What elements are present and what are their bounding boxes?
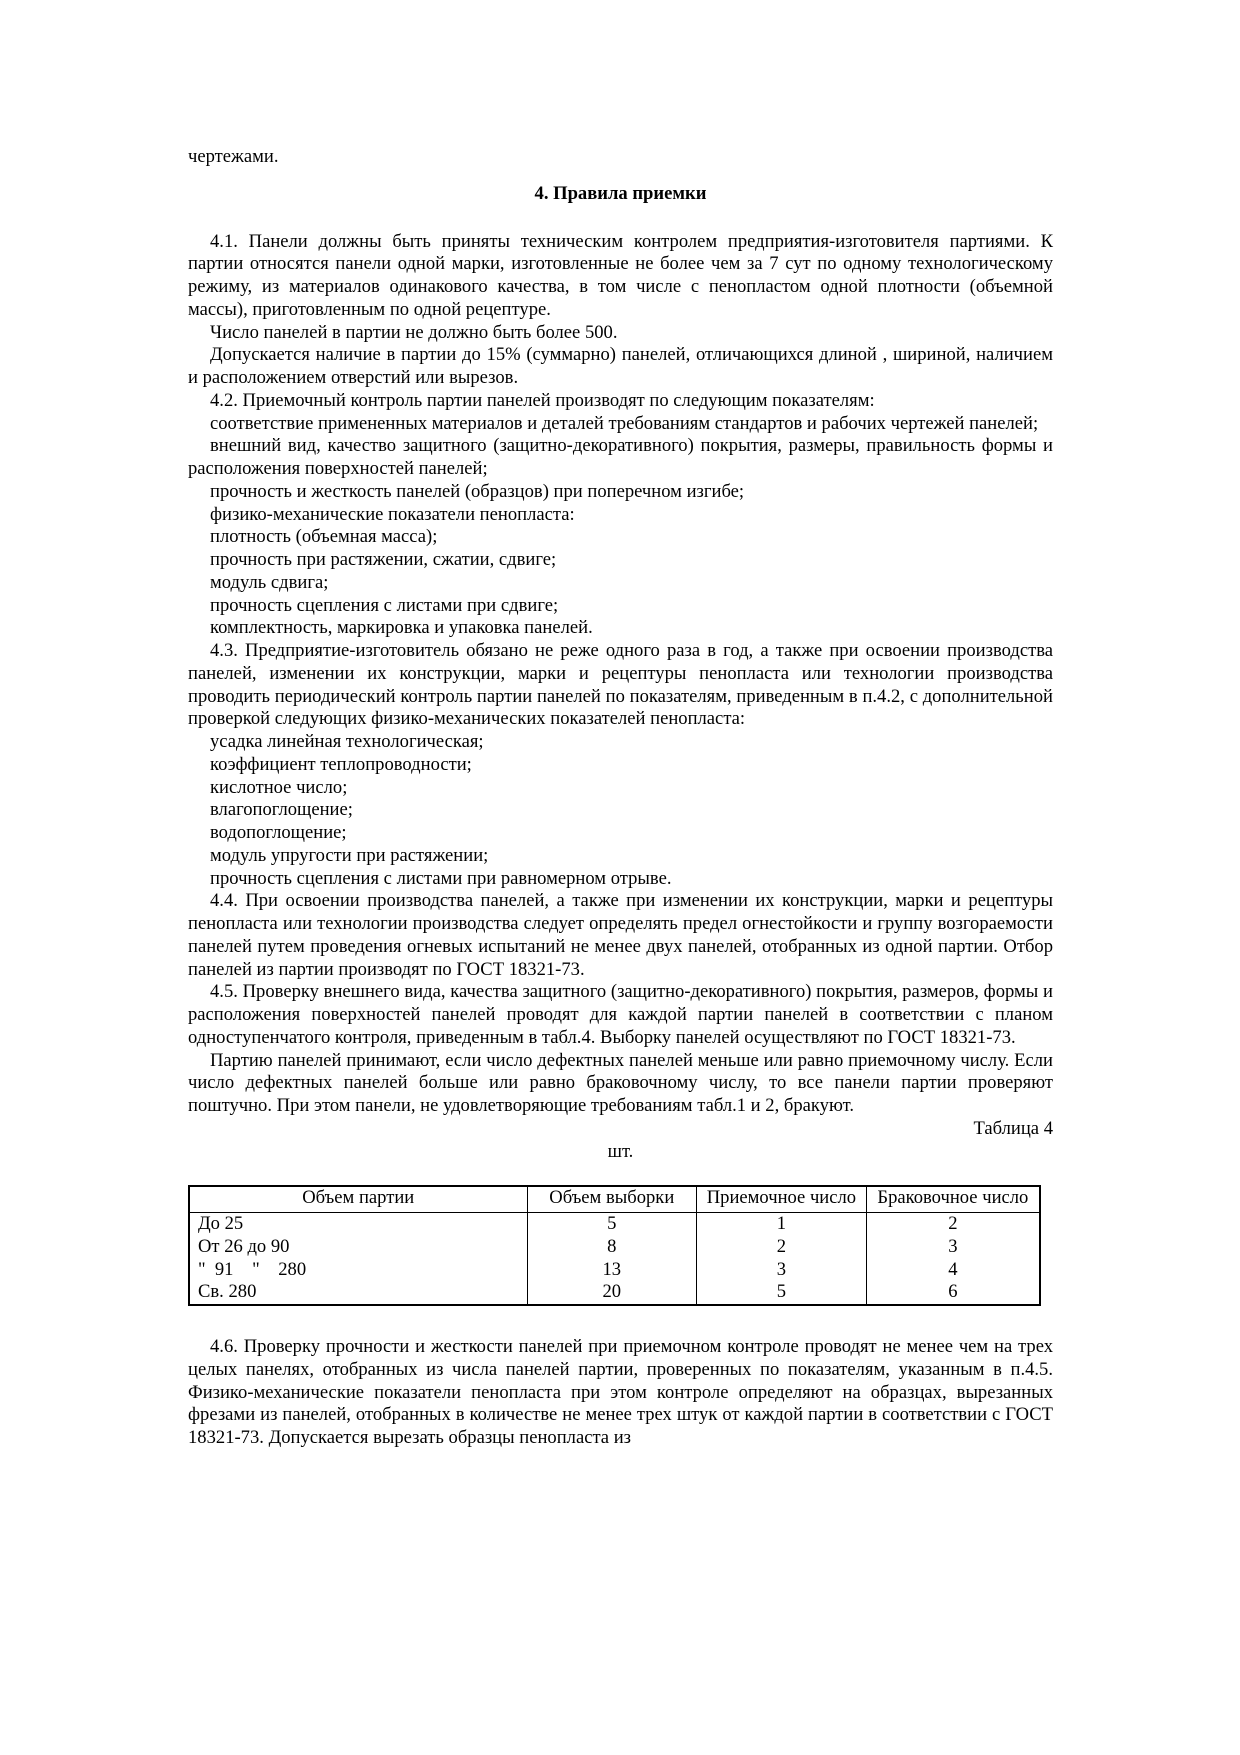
table-row	[189, 1281, 1040, 1305]
paragraph: коэффициент теплопроводности;	[210, 753, 472, 775]
table-cell: 13	[527, 1259, 697, 1282]
paragraph: Партию панелей принимают, если число дефектных панелей меньше или равно приемочному числу. Если число дефектных панелей больше или равно браковочному числу, то все панели партии проверяют поштучно. При этом панели, не удовлетворяющие требованиям табл.1 и 2, бракуют.	[188, 1049, 1053, 1116]
table-cell: " 91 " 280	[189, 1259, 527, 1282]
paragraph: 4.1. Панели должны быть приняты техническим контролем предприятия-изготовителя партиями. К партии относятся панели одной марки, изготовленные не более чем за 7 сут по одному технологическому режиму, из материалов одинакового качества, в том числе с пенопластом одной плотности (объемной массы), приготовленным по одной рецептуре.	[188, 230, 1053, 320]
paragraph: внешний вид, качество защитного (защитно-декоративного) покрытия, размеры, правильность формы и расположения поверхностей панелей;	[188, 435, 1053, 479]
document-page	[188, 146, 1053, 1450]
table-header-row	[189, 1186, 1040, 1212]
section-title: 4. Правила приемки	[534, 182, 707, 204]
table-cell: Св. 280	[189, 1281, 527, 1305]
table-cell: 5	[697, 1281, 867, 1305]
header-acceptance-number: Приемочное число	[697, 1186, 867, 1212]
paragraph: соответствие примененных материалов и деталей требованиям стандартов и рабочих чертежей панелей;	[210, 412, 1039, 434]
table-cell: До 25	[189, 1213, 527, 1236]
paragraph: 4.5. Проверку внешнего вида, качества защитного (защитно-декоративного) покрытия, размеров, формы и расположения поверхностей панелей проводят для каждой партии панелей в соответствии с планом одноступенчатого контроля, приведенным в табл.4. Выборку панелей осуществляют по ГОСТ 18321-73.	[188, 981, 1053, 1048]
paragraph: прочность сцепления с листами при сдвиге;	[210, 594, 559, 616]
table-cell: 8	[527, 1236, 697, 1259]
paragraph: Число панелей в партии не должно быть более 500.	[210, 321, 618, 343]
paragraphs-before-table	[188, 231, 1053, 1118]
intro-fragment: чертежами.	[188, 146, 279, 167]
header-sample-size: Объем выборки	[527, 1186, 697, 1212]
table-cell: 5	[527, 1213, 697, 1236]
paragraph: 4.3. Предприятие-изготовитель обязано не реже одного раза в год, а также при освоении производства панелей, изменении их конструкции, марки и рецептуры пенопласта или технологии производства проводить периодический контроль партии панелей по показателям, приведенным в п.4.2, с дополнительной проверкой следующих физико-механических показателей пенопласта:	[188, 640, 1053, 730]
header-lot-size: Объем партии	[189, 1186, 527, 1212]
table-cell: 6	[866, 1281, 1040, 1305]
paragraph: модуль упругости при растяжении;	[210, 844, 489, 866]
table-cell: 3	[697, 1259, 867, 1282]
paragraph: влагопоглощение;	[210, 799, 353, 821]
table-cell: От 26 до 90	[189, 1236, 527, 1259]
table-cell: 2	[697, 1236, 867, 1259]
paragraph: физико-механические показатели пенопласта:	[210, 503, 575, 525]
paragraph: прочность и жесткость панелей (образцов) при поперечном изгибе;	[210, 480, 745, 502]
header-rejection-number: Браковочное число	[866, 1186, 1040, 1212]
paragraph: модуль сдвига;	[210, 571, 329, 593]
paragraph: усадка линейная технологическая;	[210, 731, 484, 752]
paragraph: комплектность, маркировка и упаковка панелей.	[210, 617, 593, 639]
table-row	[189, 1213, 1040, 1236]
paragraph: прочность при растяжении, сжатии, сдвиге;	[210, 549, 557, 570]
table-row	[189, 1259, 1040, 1282]
table-cell: 4	[866, 1259, 1040, 1282]
paragraph: 4.4. При освоении производства панелей, а также при изменении их конструкции, марки и рецептуры пенопласта или технологии производства следует определять предел огнестойкости и группу возгораемости панелей путем проведения огневых испытаний не менее двух панелей, отобранных из одной партии. Отбор панелей из партии производят по ГОСТ 18321-73.	[188, 890, 1053, 980]
table-unit: шт.	[607, 1140, 634, 1162]
paragraph: 4.2. Приемочный контроль партии панелей производят по следующим показателям:	[210, 389, 875, 411]
paragraph: водопоглощение;	[210, 822, 347, 843]
table-cell: 1	[697, 1213, 867, 1236]
paragraph: Допускается наличие в партии до 15% (суммарно) панелей, отличающихся длиной , шириной, наличием и расположением отверстий или вырезов.	[188, 344, 1053, 388]
table-caption: Таблица 4	[973, 1117, 1053, 1139]
acceptance-table	[188, 1185, 1041, 1306]
paragraph: плотность (объемная масса);	[210, 526, 438, 548]
paragraph: прочность сцепления с листами при равномерном отрыве.	[210, 867, 672, 889]
paragraph: 4.6. Проверку прочности и жесткости панелей при приемочном контроле проводят не менее чем на трех целых панелях, отобранных из числа панелей партии, проверенных по показателям, указанным в п.4.5. Физико-механические показатели пенопласта при этом контроле определяют на образцах, вырезанных фрезами из панелей, отобранных в количестве не менее трех штук от каждой партии в соответствии с ГОСТ 18321-73. Допускается вырезать образцы пенопласта из	[188, 1336, 1053, 1448]
paragraph: кислотное число;	[210, 776, 348, 798]
table-cell: 2	[866, 1213, 1040, 1236]
paragraphs-after-table	[188, 1336, 1053, 1450]
table-cell: 3	[866, 1236, 1040, 1259]
table-cell: 20	[527, 1281, 697, 1305]
table-row	[189, 1236, 1040, 1259]
